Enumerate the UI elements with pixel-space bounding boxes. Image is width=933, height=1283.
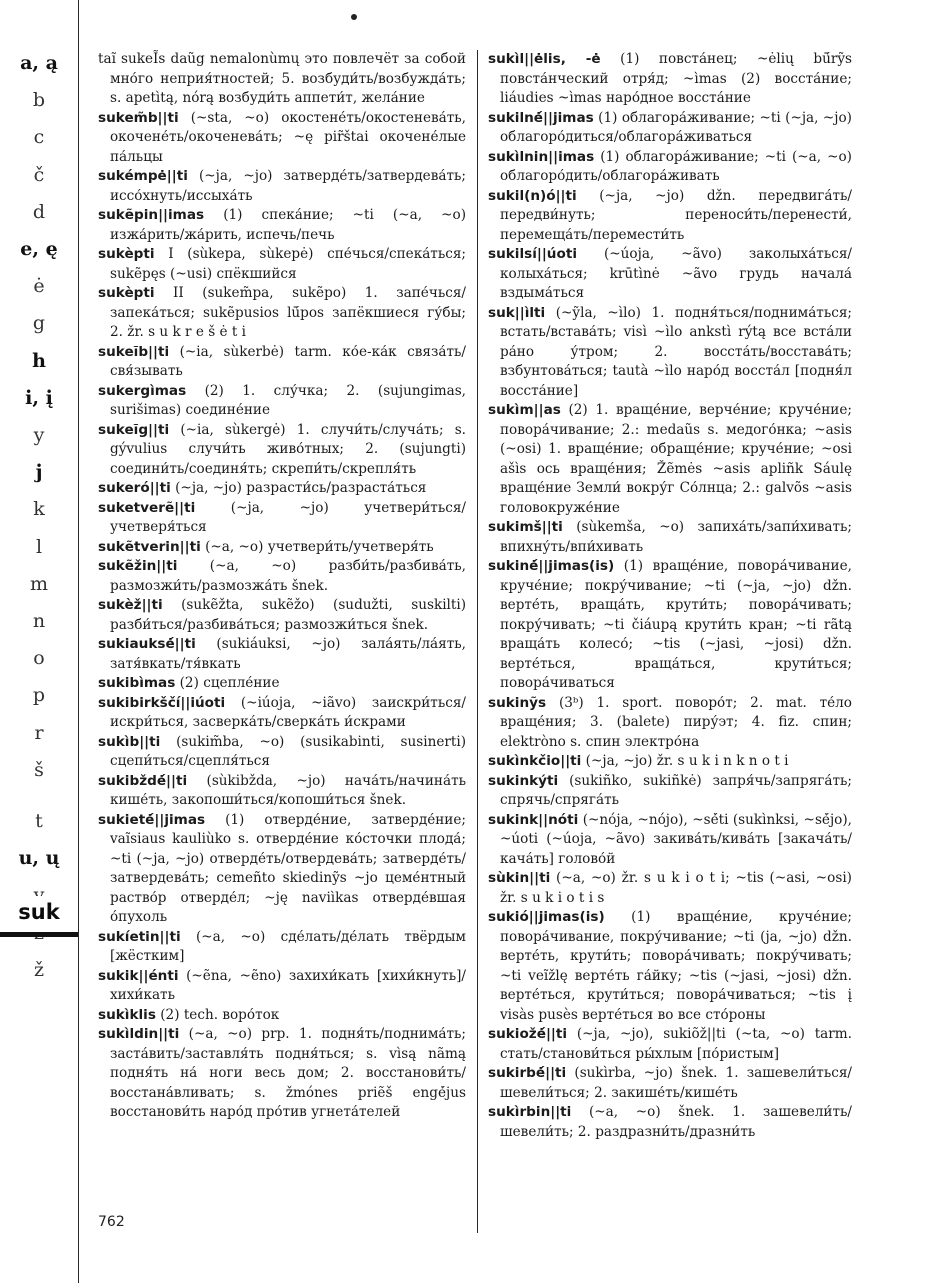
dictionary-entry — [98, 596, 466, 635]
dictionary-entry — [98, 284, 466, 343]
entry-definition: II (sukem̃pa, sukẽpo) 1. запе́чься/запека́ться; sukẽpusios lū́pos запёкшиеся гу́бы; 2. žr. s u k r e š ė t i — [110, 285, 466, 340]
dictionary-entry — [98, 479, 466, 499]
entry-headword: sukẽžin||ti — [98, 558, 178, 574]
entry-headword: sukeró||ti — [98, 480, 171, 496]
dictionary-entry — [98, 557, 466, 596]
entry-headword: sukìldin||ti — [98, 1026, 180, 1042]
thumb-letter: ė — [33, 275, 45, 298]
entry-headword: sukibždė́||ti — [98, 772, 188, 789]
dictionary-entry — [98, 635, 466, 674]
entry-definition: taĩ sukeĨs daũg nemalonùmų это повлечёт за собой мно́го неприя́тностей; 5. возбуди́ть/возбужда́ть; s. apetìtą, nórą возбуди́ть аппети́т, жела́ние — [98, 51, 466, 106]
entry-definition: (~úoja, ~ãvo) заколыха́ться/колыха́ться; krūtìnė ~ãvo грудь начала́ вздыма́ться — [500, 246, 852, 301]
entry-definition: (sukim̃ba, ~o) (susikabinti, susinerti) сцепи́ться/сцепля́ться — [110, 733, 466, 769]
entry-headword: sukinė́||jimas(is) — [488, 558, 615, 574]
dictionary-entry — [98, 50, 466, 109]
entry-headword: suketverẽ||ti — [98, 499, 196, 516]
thumb-letter: g — [32, 312, 46, 335]
entry-headword: sukil(n)ó||ti — [488, 187, 577, 204]
entry-definition: (sukẽžta, sukẽžo) (sudužti, suskilti) разби́ться/разбива́ться; размозжи́ться šnek. — [110, 597, 467, 633]
dictionary-entry — [98, 167, 466, 206]
entry-headword: sukimš||ti — [488, 519, 563, 535]
entry-definition: (~ẽna, ~ẽno) захихи́кать [хихи́кнуть]/хихи́кать — [110, 967, 466, 1003]
entry-headword: sukìlnin||imas — [488, 148, 595, 165]
entry-headword: sukergìmas — [98, 382, 187, 399]
entry-definition: (1) враще́ние, круче́ние; повора́чивание, покру́чивание; ~ti (ja, ~jo) džn. верте́ть, крути́ть; повора́чивать; покру́чивать; ~ti veĩžlę верте́ть га́йку; ~tis (~jasi, ~josi) džn. верте́ться, крути́ться; повора́чиваться; ~tis į visàs pusès верте́ться во все сто́роны — [500, 909, 853, 1023]
thumb-letter: š — [34, 758, 44, 781]
entry-definition: (~nója, ~nójo), ~sė́ti (sukìnksi, ~sė́jo), ~úoti (~úoja, ~ãvo) закива́ть/кива́ть [закача́ть/кача́ть] голово́й — [500, 811, 852, 867]
entry-headword: sukink||nóti — [488, 811, 579, 828]
entry-definition: (~ja, ~jo) учетвери́ться/учетверя́ться — [110, 499, 466, 535]
entry-definition: (1) повста́нец; ~ėlių bū́rỹs повста́нческий отря́д; ~ìmas (2) восста́ние; liáudies ~ìmas наро́дное восста́ние — [500, 51, 852, 106]
entry-headword: sukémpė||ti — [98, 168, 188, 184]
entry-definition: (~iúoja, ~iãvo) заискри́ться/искри́ться, засверка́ть/сверка́ть и́скрами — [110, 694, 466, 730]
entry-headword: sukiauksė́||ti — [98, 636, 196, 652]
dictionary-entry — [98, 967, 466, 1006]
dictionary-entry — [488, 869, 852, 908]
column-divider — [477, 50, 478, 1233]
thumb-letter: h — [32, 349, 46, 372]
entry-definition: (~ja, ~jo), sukiõž||ti (~ta, ~o) tarm. стать/станови́ться ры́хлым [по́ристым] — [500, 1026, 852, 1062]
dictionary-entry — [488, 557, 852, 694]
dictionary-entry — [98, 694, 466, 733]
dictionary-entry — [488, 148, 852, 187]
entry-headword: sukìl||ėlis, -ė — [488, 51, 601, 67]
entry-definition: (1) спека́ние; ~ti (~a, ~o) изжа́рить/жа́рить, испечь/печь — [110, 207, 466, 243]
entry-definition: (~a, ~o) žr. s u k i o t i; ~tis (~asi, ~osi) žr. s u k i o t i s — [500, 870, 852, 906]
entry-headword: sukìm||as — [488, 402, 561, 418]
dictionary-entry — [98, 674, 466, 694]
entry-definition: (~a, ~o) сде́лать/де́лать твёрдым [жёстким] — [110, 928, 466, 964]
dictionary-entry — [98, 811, 466, 928]
entry-definition: (~ja, ~jo) džn. передвига́ть/передви́нуть; переноси́ть/перенести́, перемеща́ть/перемести́ть — [500, 187, 852, 243]
dictionary-entry — [488, 109, 852, 148]
entry-headword: sukinkýti — [488, 772, 559, 789]
entry-headword: sukinỹs — [488, 694, 547, 711]
dictionary-entry — [98, 343, 466, 382]
entry-headword: sukibìmas — [98, 675, 176, 691]
dictionary-entry — [488, 304, 852, 402]
entry-definition: (~a, ~o) šnek. 1. зашевели́ть/шевели́ть; 2. раздразни́ть/дразни́ть — [500, 1104, 852, 1140]
dictionary-entry — [488, 187, 852, 246]
entry-headword: sukèž||ti — [98, 597, 163, 613]
entry-definition: (sùkemša, ~o) запиха́ть/запи́хивать; впихну́ть/впи́хивать — [500, 519, 852, 555]
entry-headword: sukìb||ti — [98, 733, 161, 750]
entry-headword: sukìklis — [98, 1006, 156, 1023]
dictionary-entry — [98, 733, 466, 772]
dictionary-entry — [98, 245, 466, 284]
entry-definition: (~a, ~o) разби́ть/разбива́ть, размозжи́ть/размозжа́ть šnek. — [110, 558, 466, 594]
entry-definition: (2) сцепле́ние — [179, 675, 280, 691]
dictionary-entry — [488, 908, 852, 1025]
dictionary-entry — [488, 1025, 852, 1064]
dictionary-entry — [488, 772, 852, 811]
dictionary-entry — [98, 1006, 466, 1026]
dictionary-entry — [488, 50, 852, 109]
entry-headword: sukìrbin||ti — [488, 1104, 572, 1120]
entry-definition: (2) tech. воро́ток — [160, 1006, 280, 1023]
entry-headword: sukíetin||ti — [98, 928, 181, 945]
entry-definition: (~ỹla, ~ìlo) 1. подня́ться/поднима́ться; встать/встава́ть; visì ~ìlo ankstì rýtą все вста́ли ра́но у́тром; 2. восста́ть/восстава́ть; взбунтова́ться; tautà ~ìlo наро́д восста́л [подня́л восста́ние] — [500, 304, 852, 399]
thumb-letter: o — [33, 647, 45, 670]
entry-definition: (~sta, ~o) окостене́ть/окостенева́ть, окочене́ть/окоченева́ть; ~ę pir̃štai окочене́лые па́льцы — [110, 109, 467, 165]
entry-definition: (~a, ~o) prp. 1. подня́ть/поднима́ть; заста́вить/заставля́ть подня́ться; s. vìsą nãmą подня́ть на́ ноги весь дом; 2. восстанови́ть/восстана́вливать; s. žmónes priẽš engė́jus восстанови́ть наро́д про́тив угнета́телей — [110, 1026, 466, 1120]
current-thumb-label: suk — [18, 900, 60, 924]
entry-headword: sukilsı́||úoti — [488, 246, 577, 262]
thumb-index — [0, 50, 78, 1280]
dictionary-entry — [488, 694, 852, 753]
thumb-letter: t — [35, 810, 43, 832]
thumb-index-border — [78, 0, 79, 1283]
dictionary-entry — [488, 401, 852, 518]
thumb-letter: a, ą — [20, 52, 58, 74]
dictionary-entry — [488, 752, 852, 772]
entry-headword: sukìnkčio||ti — [488, 753, 582, 769]
entry-headword: sukèpti — [98, 285, 155, 301]
thumb-letter: d — [32, 200, 46, 223]
entry-definition: (~ja, ~jo) затверде́ть/затвердева́ть; иссо́хнуть/иссыха́ть — [110, 168, 466, 204]
dictionary-column-left — [98, 50, 466, 1123]
entry-headword: sukẽpin||imas — [98, 207, 205, 223]
entry-headword: sukibirkščı́||iúoti — [98, 694, 226, 711]
top-dot-mark — [351, 14, 357, 20]
entry-definition: (1) облагора́живание; ~ti (~a, ~o) облагоро́дить/облагора́живать — [500, 148, 852, 184]
dictionary-entry — [98, 206, 466, 245]
thumb-letter: e, ę — [20, 238, 58, 260]
dictionary-entry — [98, 928, 466, 967]
entry-definition: (~ia, sùkerbė) tarm. ко́е-ка́к связа́ть/свя́зывать — [110, 343, 466, 379]
entry-definition: (1) отверде́ние, затверде́ние; vaĩsiaus kauliùko s. отверде́ние ко́сточки плода́; ~ti (~ja, ~jo) отверде́ть/отвердева́ть; затверде́ть/затвердева́ть; cemeñto skiedinỹs ~jo цеме́нтный раство́р отверде́л; ~ję naviìkas отверде́вшая о́пухоль — [110, 811, 466, 925]
thumb-letter: m — [29, 572, 49, 595]
thumb-letter: c — [33, 126, 45, 149]
entry-headword: suk||ìlti — [488, 304, 546, 321]
page-number: 762 — [98, 1214, 125, 1230]
entry-headword: sukeĩb||ti — [98, 343, 170, 360]
dictionary-entry — [98, 499, 466, 538]
thumb-letter: i, į — [25, 386, 53, 409]
thumb-letter: n — [32, 610, 46, 632]
entry-definition: (2) 1. враще́ние, верче́ние; круче́ние; повора́чивание; 2.: medaũs s. медого́нка; ~asis (~osi) 1. враще́ние; обраще́ние; круче́ние; ~osi ašìs ось враще́ния; Žẽmės ~asis apliñk Sáulę враще́ние Земли́ вокру́г Со́лнца; 2.: galvõs ~asis головокруже́ние — [500, 402, 852, 516]
entry-definition: (sukìrba, ~jo) šnek. 1. зашевели́ться/шевели́ться; 2. закише́ть/кише́ть — [500, 1065, 852, 1101]
dictionary-entry — [98, 382, 466, 421]
thumb-letter: y — [33, 424, 45, 446]
entry-headword: sukietė́||jimas — [98, 811, 206, 828]
thumb-letter: č — [33, 163, 45, 186]
thumb-letter: u, ų — [18, 847, 60, 870]
entry-headword: sùkin||ti — [488, 870, 551, 886]
entry-headword: sukẽtverin||ti — [98, 538, 201, 555]
dictionary-entry — [488, 245, 852, 304]
thumb-letter: j — [35, 461, 43, 484]
entry-definition: (2) 1. слу́чка; 2. (sujungimas, surišimas) соедине́ние — [110, 382, 466, 418]
entry-definition: (sukiáuksi, ~jo) зала́ять/ла́ять, затя́вкать/тя́вкать — [110, 636, 466, 672]
dictionary-entry — [488, 1064, 852, 1103]
dictionary-entry — [488, 811, 852, 870]
thumb-letter: ž — [33, 958, 44, 981]
entry-headword: sukem̃b||ti — [98, 109, 179, 126]
entry-definition: (~ja, ~jo) žr. s u k i n k n o t i — [585, 753, 789, 769]
entry-headword: sukik||énti — [98, 967, 179, 984]
entry-definition: (3ᵇ) 1. sport. поворо́т; 2. mat. те́ло враще́ния; 3. (balete) пиру́эт; 4. fiz. спин; elektròno s. спин электро́на — [500, 694, 852, 750]
entry-headword: sukirbė́||ti — [488, 1065, 567, 1081]
entry-definition: (1) облагора́живание; ~ti (~ja, ~jo) облагоро́диться/облагора́живаться — [500, 109, 852, 145]
entry-headword: sukeĩg||ti — [98, 421, 170, 438]
entry-definition: (sùkibžda, ~jo) нача́ть/начина́ть кише́ть, закопоши́ться/копоши́ться šnek. — [110, 772, 466, 808]
entry-definition: (~ia, sùkergė) 1. случи́ть/случа́ть; s. gývulius случи́ть живо́тных; 2. (sujungti) соедини́ть/соединя́ть; скрепи́ть/скрепля́ть — [110, 421, 466, 477]
entry-definition: (sukiñko, sukiñkė) запря́чь/запряга́ть; спрячь/спряга́ть — [500, 772, 853, 808]
entry-definition: I (sùkepa, sùkepė) спе́чься/спека́ться; sukẽpęs (~usi) спёкшийся — [110, 246, 466, 282]
dictionary-entry — [488, 518, 852, 557]
dictionary-entry — [98, 772, 466, 811]
thumb-letter: p — [32, 684, 46, 707]
entry-headword: sukilnė́||jimas — [488, 109, 594, 126]
thumb-letter: l — [35, 535, 43, 558]
thumb-letter: b — [32, 89, 46, 112]
thumb-letter: r — [34, 721, 44, 744]
entry-headword: sukió||jimas(is) — [488, 909, 605, 925]
dictionary-column-right — [488, 50, 852, 1142]
thumb-letter: k — [33, 498, 45, 521]
entry-definition: (1) враще́ние, повора́чивание, круче́ние; покру́чивание; ~ti (~ja, ~jo) džn. верте́ть, враща́ть, крути́ть; повора́чивать; покру́чивать; ~ti čiáupą крути́ть кран; ~ti rãtą враща́ть колесо́; ~tis (~jasi, ~josi) džn. верте́ться, враща́ться, крути́ться; повора́чиваться — [500, 558, 852, 691]
dictionary-entry — [488, 1103, 852, 1142]
entry-headword: sukèpti — [98, 246, 155, 262]
entry-definition: (~a, ~o) учетвери́ть/учетверя́ть — [205, 538, 434, 555]
entry-headword: sukiožė́||ti — [488, 1026, 568, 1042]
dictionary-entry — [98, 421, 466, 480]
dictionary-entry — [98, 1025, 466, 1123]
entry-definition: (~ja, ~jo) разрасти́сь/разраста́ться — [175, 480, 427, 496]
dictionary-entry — [98, 109, 466, 168]
current-thumb-tab — [0, 896, 78, 937]
dictionary-entry — [98, 538, 466, 558]
